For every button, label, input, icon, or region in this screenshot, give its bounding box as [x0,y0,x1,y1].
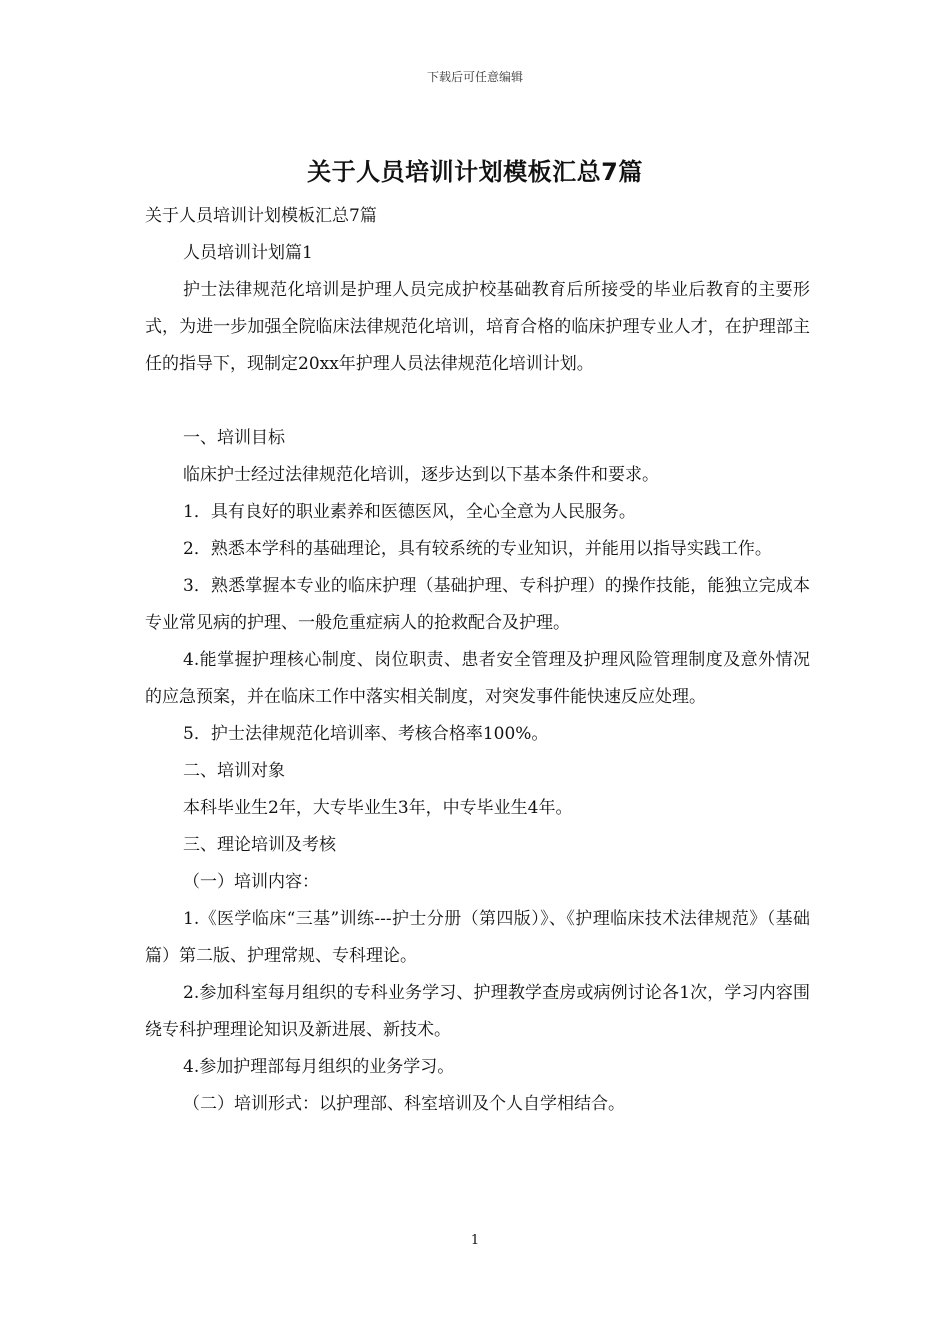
content-item-2: 2.参加科室每月组织的专科业务学习、护理教学查房或病例讨论各1次，学习内容围绕专科护理理论知识及新进展、新技术。 [145,983,810,1040]
subheading-training-content: （一）培训内容： [183,872,319,892]
subtitle-paragraph: 关于人员培训计划模板汇总7篇 [145,206,377,226]
goal-item-1: 1．具有良好的职业素养和医德医风，全心全意为人民服务。 [183,502,636,522]
content-item-4: 4.参加护理部每月组织的业务学习。 [183,1057,455,1077]
goal-item-3: 3．熟悉掌握本专业的临床护理（基础护理、专科护理）的操作技能，能独立完成本专业常见病的护理、一般危重症病人的抢救配合及护理。 [145,576,810,633]
heading-theory-training: 三、理论培训及考核 [183,835,336,855]
document-title: 关于人员培训计划模板汇总7篇 [307,158,643,186]
heading-training-targets: 二、培训对象 [183,761,285,781]
section-heading-part-1: 人员培训计划篇1 [183,243,313,263]
content-item-1: 1.《医学临床“三基”训练---护士分册（第四版）》、《护理临床技术法律规范》（基础篇）第二版、护理常规、专科理论。 [145,909,810,966]
page-number: 1 [470,1233,480,1248]
heading-training-goals: 一、培训目标 [183,428,285,448]
header-note: 下载后可任意编辑 [426,70,523,84]
subheading-training-form: （二）培训形式：以护理部、科室培训及个人自学相结合。 [183,1094,625,1114]
goal-item-5: 5．护士法律规范化培训率、考核合格率100%。 [183,724,549,744]
goals-intro-paragraph: 临床护士经过法律规范化培训，逐步达到以下基本条件和要求。 [183,465,659,485]
goal-item-4: 4.能掌握护理核心制度、岗位职责、患者安全管理及护理风险管理制度及意外情况的应急预案，并在临床工作中落实相关制度，对突发事件能快速反应处理。 [145,650,810,707]
intro-paragraph: 护士法律规范化培训是护理人员完成护校基础教育后所接受的毕业后教育的主要形式，为进一步加强全院临床法律规范化培训，培育合格的临床护理专业人才，在护理部主任的指导下，现制定20xx年护理人员法律规范化培训计划。 [145,280,810,374]
goal-item-2: 2．熟悉本学科的基础理论，具有较系统的专业知识，并能用以指导实践工作。 [183,539,772,559]
document-body [145,198,810,1123]
paragraph-spacer [145,383,810,420]
targets-paragraph: 本科毕业生2年，大专毕业生3年，中专毕业生4年。 [183,798,573,818]
